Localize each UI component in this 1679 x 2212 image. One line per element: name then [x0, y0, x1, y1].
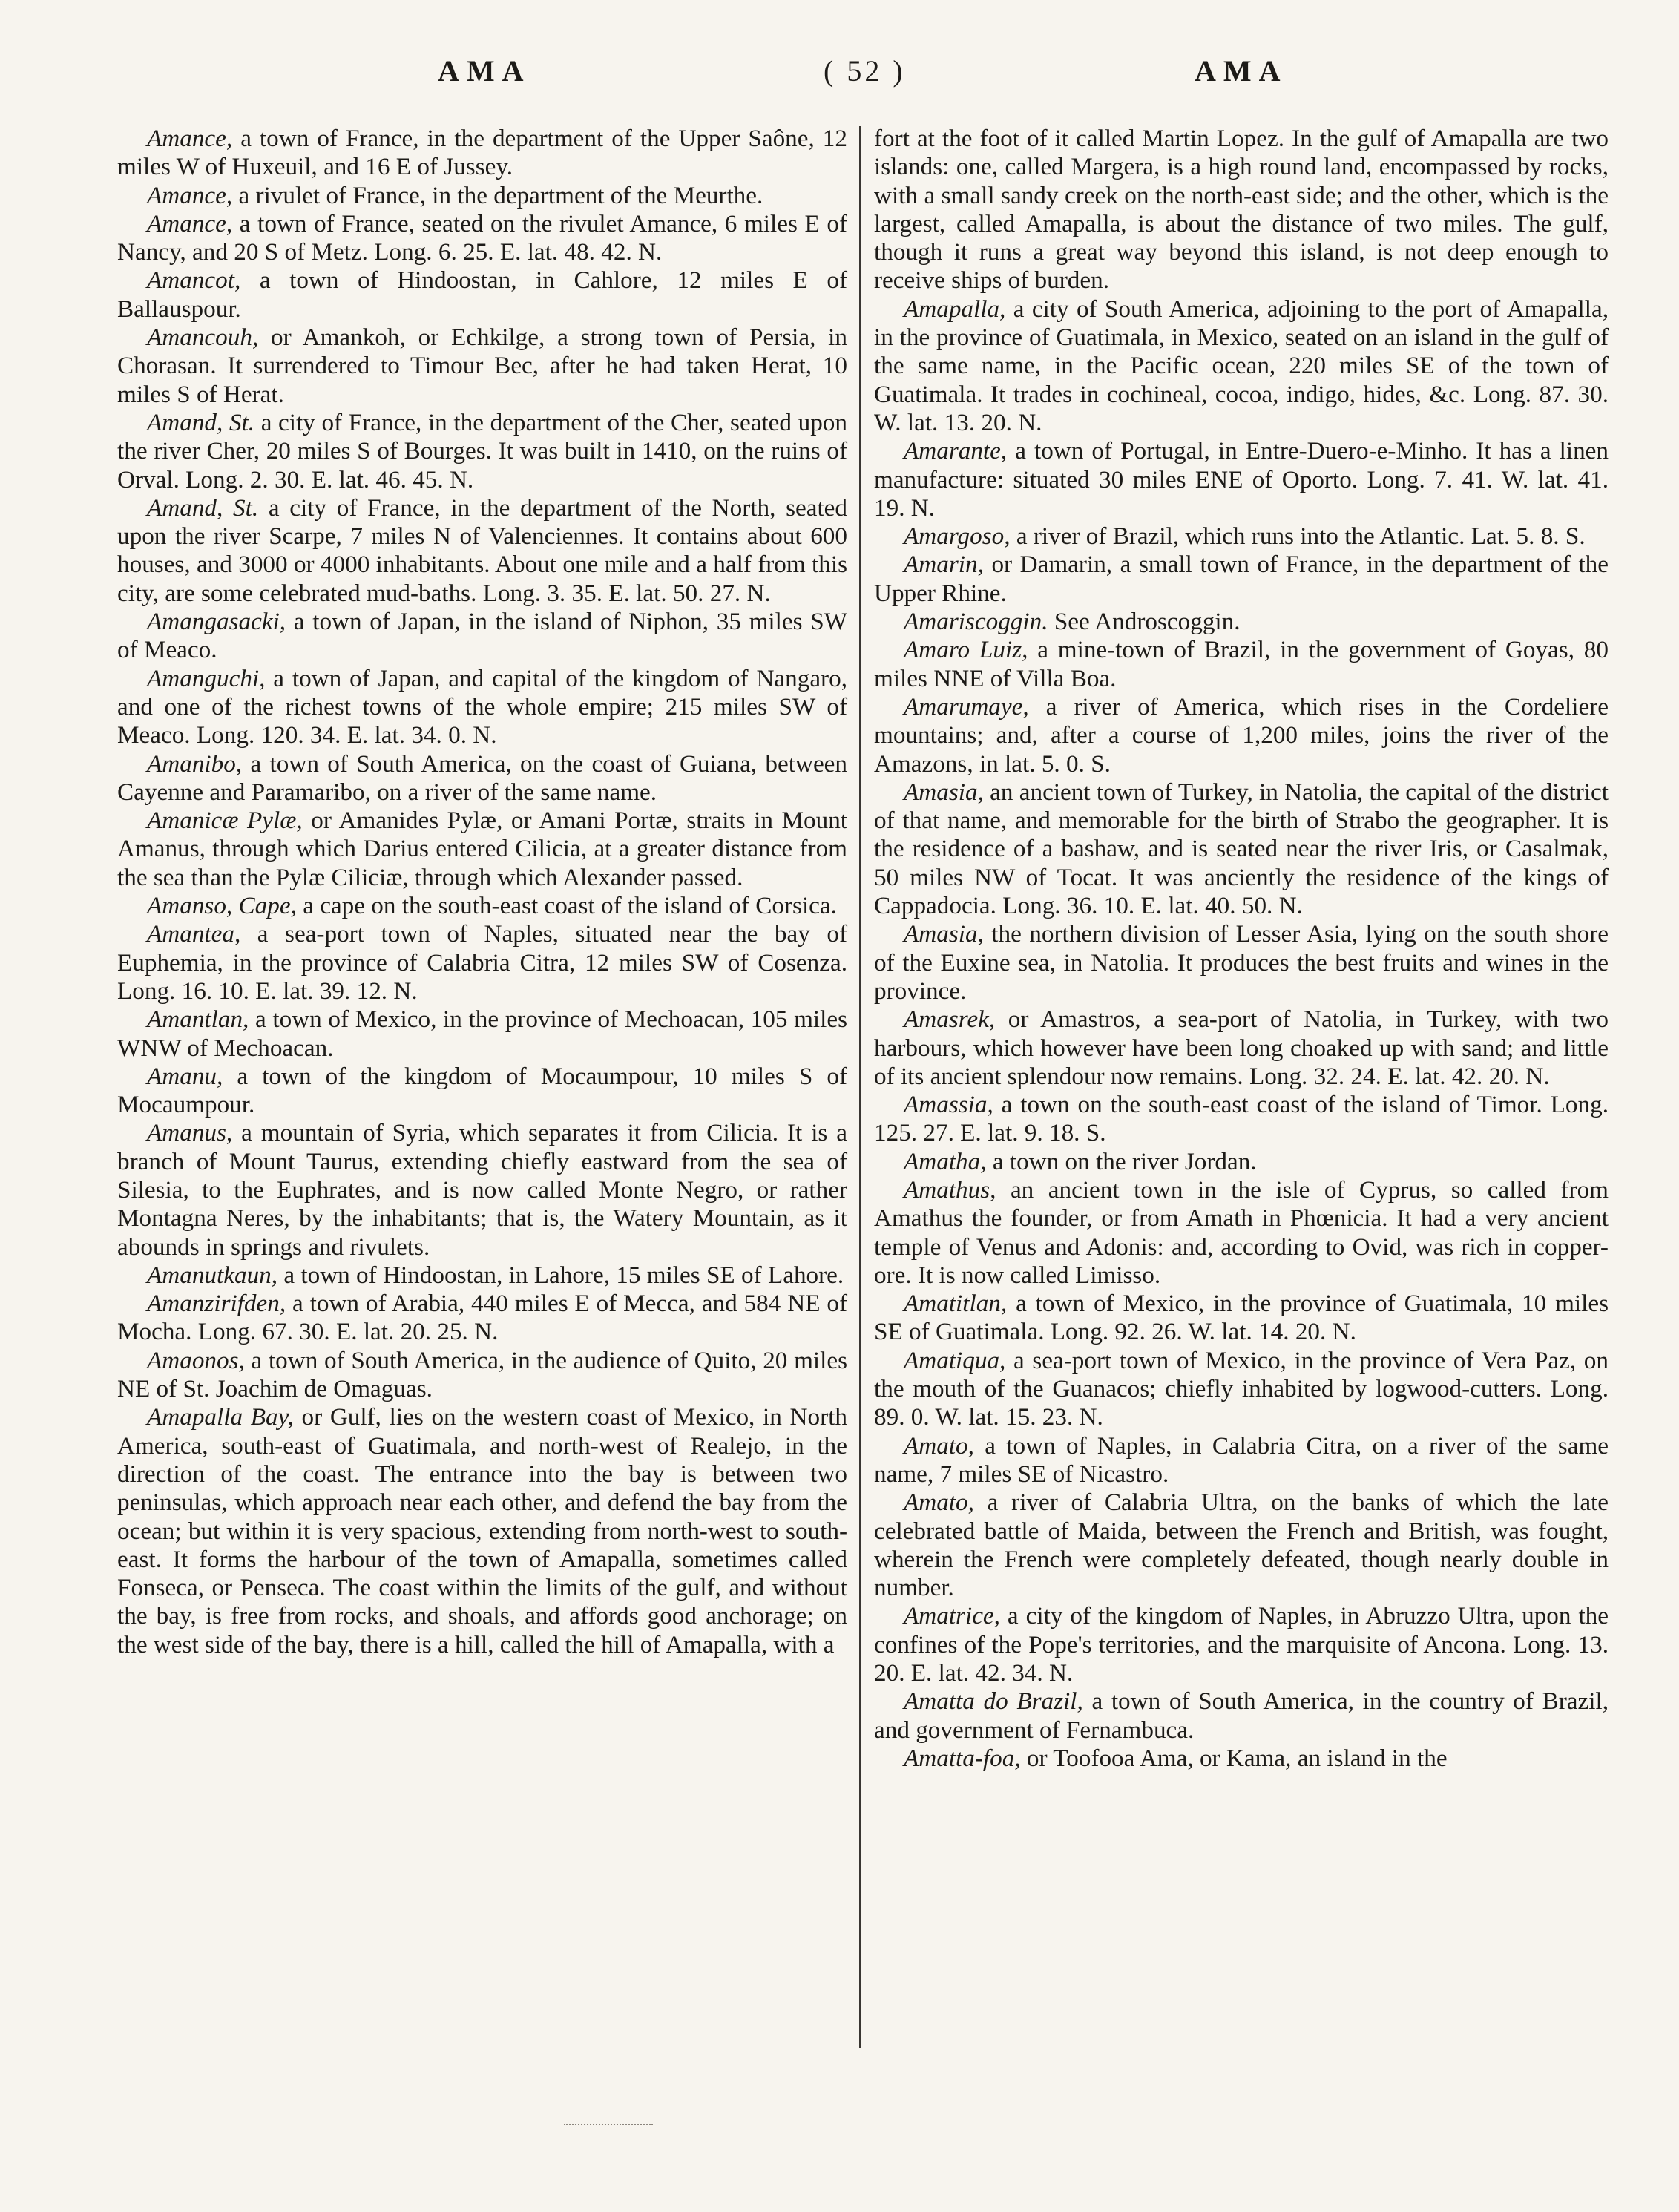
definition: a city of the kingdom of Naples, in Abruzzo Ultra, upon the confines of the Pope's territories, and the marquisite of Ancona. Long. 13. 20. E. lat. 42. 34. N.: [874, 1602, 1609, 1687]
definition: a river of Calabria Ultra, on the banks of which the late celebrated battle of Maida, between the French and British, was fought, wherein the French were completely defeated, though nearly double in number.: [874, 1489, 1609, 1602]
headword: Amanus,: [147, 1119, 233, 1147]
entry: [874, 522, 1609, 551]
definition: a town of Hindoostan, in Lahore, 15 miles SE of Lahore.: [277, 1261, 844, 1289]
entry: [117, 892, 847, 920]
definition: a town of Hindoostan, in Cahlore, 12 miles E of Ballauspour.: [117, 266, 847, 323]
entry: [874, 920, 1609, 1005]
entry: [117, 750, 847, 807]
headword: Amasia,: [904, 920, 984, 948]
entry: [117, 1063, 847, 1120]
definition: or Gulf, lies on the western coast of Mexico, in North America, south-east of Guatimala, and north-west of Realejo, in the direction of the coast. The entrance into the bay is between two peninsulas, which approach near each other, and defend the bay from the ocean; but within it is very spacious, extending from north-west to south-east. It forms the harbour of the town of Amapalla, sometimes called Fonseca, or Penseca. The coast within the limits of the gulf, and without the bay, is free from rocks, and shoals, and affords good anchorage; on the west side of the bay, there is a hill, called the hill of Amapalla, with a: [117, 1403, 847, 1658]
footer-mark: [564, 2124, 653, 2127]
definition: a city of South America, adjoining to the port of Amapalla, in the province of Guatimala, in Mexico, seated on an island in the gulf of the same name, in the Pacific ocean, 220 miles SE of the town of Guatimala. It trades in cochineal, cocoa, indigo, hides, &c. Long. 87. 30. W. lat. 13. 20. N.: [874, 295, 1609, 436]
entry: [874, 693, 1609, 778]
headword: Amarumaye,: [904, 692, 1029, 721]
entry: [874, 1290, 1609, 1347]
entry: [874, 778, 1609, 920]
headword: Amassia,: [904, 1091, 993, 1119]
entry: [117, 409, 847, 494]
entry: [117, 266, 847, 324]
headword: Amasrek,: [904, 1005, 996, 1034]
headword: Amariscoggin.: [904, 608, 1048, 636]
headword: Amance,: [147, 209, 233, 237]
entry: [117, 1403, 847, 1659]
headword: Amanzirifden,: [147, 1290, 286, 1318]
definition: a river of Brazil, which runs into the Atlantic. Lat. 5. 8. S.: [1010, 522, 1586, 551]
entry: [874, 1005, 1609, 1091]
entry: [117, 210, 847, 267]
definition: a sea-port town of Mexico, in the province of Vera Paz, on the mouth of the Guanacos; chiefly inhabited by logwood-cutters. Long. 89. 0. W. lat. 15. 23. N.: [874, 1346, 1609, 1431]
headword: Amatta-foa,: [904, 1744, 1021, 1772]
definition: a cape on the south-east coast of the island of Corsica.: [296, 892, 837, 920]
headword: Amarin,: [904, 551, 984, 579]
entry: [874, 1432, 1609, 1489]
definition: a river of America, which rises in the Cordeliere mountains; and, after a course of 1,200 miles, joins the river of the Amazons, in lat. 5. 0. S.: [874, 692, 1609, 778]
headword: Amatitlan,: [904, 1290, 1008, 1318]
page-number: ( 52 ): [824, 54, 906, 88]
headword: Amantlan,: [147, 1005, 249, 1034]
definition: a rivulet of France, in the department of the Meurthe.: [232, 181, 763, 209]
entry: [874, 1148, 1609, 1176]
headword: Amaonos,: [147, 1346, 245, 1374]
headword: Amantea,: [147, 920, 241, 948]
entry: [874, 636, 1609, 693]
definition: a town of Mexico, in the province of Mechoacan, 105 miles WNW of Mechoacan.: [117, 1005, 847, 1062]
definition: a city of France, in the department of the North, seated upon the river Scarpe, 7 miles N of Valenciennes. It contains about 600 houses, and 3000 or 4000 inhabitants. About one mile and a half from this city, are some celebrated mud-baths. Long. 3. 35. E. lat. 50. 27. N.: [117, 493, 848, 607]
definition: a city of France, in the department of the Cher, seated upon the river Cher, 20 miles S of Bourges. It was built in 1410, on the ruins of Orval. Long. 2. 30. E. lat. 46. 45. N.: [117, 408, 847, 493]
entry: [874, 1745, 1609, 1773]
headword: Amanibo,: [147, 749, 243, 778]
definition: a town on the south-east coast of the island of Timor. Long. 125. 27. E. lat. 9. 18. S.: [874, 1091, 1609, 1147]
right-column: [874, 125, 1609, 1773]
header-left-guideword: AMA: [438, 54, 531, 88]
entry: [874, 1347, 1609, 1432]
entry: [874, 1687, 1609, 1745]
headword: Amancouh,: [147, 324, 259, 352]
headword: Amato,: [904, 1431, 974, 1460]
headword: Amanutkaun,: [147, 1261, 278, 1289]
definition: a town of France, seated on the rivulet Amance, 6 miles E of Nancy, and 20 S of Metz. Long. 6. 25. E. lat. 48. 42. N.: [117, 209, 847, 266]
definition: a town of France, in the department of the Upper Saône, 12 miles W of Huxeuil, and 16 E of Jussey.: [117, 125, 847, 181]
definition: See Androscoggin.: [1048, 608, 1241, 636]
headword: Amathus,: [904, 1175, 996, 1204]
entry: [117, 665, 847, 750]
headword: Amapalla Bay,: [147, 1403, 294, 1431]
definition: a town of South America, in the audience of Quito, 20 miles NE of St. Joachim de Omaguas.: [117, 1346, 847, 1403]
headword: Amargoso,: [904, 522, 1011, 551]
running-head: [0, 53, 1679, 98]
headword: Amapalla,: [904, 295, 1006, 323]
headword: Amand, St.: [147, 493, 259, 522]
definition: a town of Naples, in Calabria Citra, on a river of the same name, 7 miles SE of Nicastro.: [874, 1431, 1609, 1488]
entry: [117, 324, 847, 409]
headword: Amanicæ Pylæ,: [147, 807, 303, 835]
headword: Amatiqua,: [904, 1346, 1006, 1374]
definition: a mine-town of Brazil, in the government of Goyas, 80 miles NNE of Villa Boa.: [874, 636, 1609, 692]
definition: or Amanides Pylæ, or Amani Portæ, straits in Mount Amanus, through which Darius entered Cilicia, at a greater distance from the sea than the Pylæ Ciliciæ, through which Alexander passed.: [117, 807, 848, 891]
entry: [874, 1176, 1609, 1290]
left-column: [117, 125, 847, 1659]
entry: [117, 1005, 847, 1063]
entry: [117, 807, 847, 892]
definition: a sea-port town of Naples, situated near the bay of Euphemia, in the province of Calabria Citra, 12 miles SW of Cosenza. Long. 16. 10. E. lat. 39. 12. N.: [117, 920, 847, 1005]
definition: a town of South America, in the country of Brazil, and government of Fernambuca.: [874, 1687, 1609, 1744]
headword: Amanu,: [147, 1062, 223, 1090]
definition: a town of the kingdom of Mocaumpour, 10 miles S of Mocaumpour.: [117, 1062, 847, 1119]
headword: Amarante,: [904, 437, 1008, 465]
entry-continuation: fort at the foot of it called Martin Lopez. In the gulf of Amapalla are two islands: one, called Margera, is a high round land, encompassed by rocks, with a small sandy creek on the north-east side; and the other, which is the largest, called Amapalla, is about the distance of two miles. The gulf, though it runs a great way beyond this island, is not deep enough to receive ships of burden.: [874, 125, 1609, 295]
definition: or Amastros, a sea-port of Natolia, in Turkey, with two harbours, which however have been long choaked up with sand; and little of its ancient splendour now remains. Long. 32. 24. E. lat. 42. 20. N.: [874, 1005, 1609, 1090]
headword: Amanso, Cape,: [147, 892, 297, 920]
entry: [117, 125, 847, 182]
definition: the northern division of Lesser Asia, lying on the south shore of the Euxine sea, in Natolia. It produces the best fruits and wines in the province.: [874, 920, 1609, 1005]
entry: [117, 1290, 847, 1347]
definition: or Amankoh, or Echkilge, a strong town of Persia, in Chorasan. It surrendered to Timour Bec, after he had taken Herat, 10 miles S of Herat.: [117, 324, 847, 408]
headword: Amance,: [147, 125, 233, 152]
header-right-guideword: AMA: [1195, 54, 1288, 88]
column-divider: [859, 126, 861, 2048]
headword: Amatha,: [904, 1147, 987, 1175]
headword: Amasia,: [904, 778, 984, 806]
definition: a town of Japan, in the island of Niphon, 35 miles SW of Meaco.: [117, 608, 847, 664]
definition: or Damarin, a small town of France, in the department of the Upper Rhine.: [874, 551, 1609, 607]
entry: [874, 608, 1609, 636]
entry: [874, 551, 1609, 608]
headword: Amaro Luiz,: [904, 636, 1028, 664]
definition: an ancient town of Turkey, in Natolia, the capital of the district of that name, and memorable for the birth of Strabo the geographer. It is the residence of a bashaw, and is seated near the river Iris, or Casalmak, 50 miles NW of Tocat. It was anciently the residence of the kings of Cappadocia. Long. 36. 10. E. lat. 40. 50. N.: [874, 778, 1609, 920]
definition: a mountain of Syria, which separates it from Cilicia. It is a branch of Mount Taurus, extending chiefly eastward from the sea of Silesia, to the Euphrates, and is now called Monte Negro, or rather Montagna Neres, by the inhabitants; that is, the Watery Mountain, as it abounds in springs and rivulets.: [117, 1119, 847, 1261]
entry: [874, 1602, 1609, 1687]
entry: [117, 182, 847, 210]
definition: a town of Japan, and capital of the kingdom of Nangaro, and one of the richest towns of the whole empire; 215 miles SW of Meaco. Long. 120. 34. E. lat. 34. 0. N.: [117, 664, 847, 749]
headword: Amatta do Brazil,: [904, 1687, 1083, 1716]
definition: a town on the river Jordan.: [986, 1147, 1257, 1175]
definition: a town of Arabia, 440 miles E of Mecca, and 584 NE of Mocha. Long. 67. 30. E. lat. 20. 25. N.: [117, 1290, 847, 1346]
entry: [874, 1489, 1609, 1602]
entry: [117, 608, 847, 665]
entry: [874, 295, 1609, 437]
headword: Amato,: [904, 1489, 974, 1517]
definition: a town of South America, on the coast of Guiana, between Cayenne and Paramaribo, on a river of the same name.: [117, 749, 847, 806]
headword: Amangasacki,: [147, 608, 286, 636]
entry: [117, 920, 847, 1005]
entry: [117, 1261, 847, 1290]
entry: [874, 1091, 1609, 1148]
headword: Amatrice,: [904, 1602, 1000, 1630]
definition: a town of Mexico, in the province of Guatimala, 10 miles SE of Guatimala. Long. 92. 26. W. lat. 14. 20. N.: [874, 1290, 1609, 1346]
entry: [874, 437, 1609, 522]
entry: [117, 1119, 847, 1261]
definition: an ancient town in the isle of Cyprus, so called from Amathus the founder, or from Amath in Phœnicia. It had a very ancient temple of Venus and Adonis: and, according to Ovid, was rich in copper-ore. It is now called Limisso.: [874, 1175, 1609, 1289]
headword: Amand, St.: [147, 408, 255, 436]
definition: a town of Portugal, in Entre-Duero-e-Minho. It has a linen manufacture: situated 30 miles ENE of Oporto. Long. 7. 41. W. lat. 41. 19. N.: [874, 437, 1609, 522]
headword: Amancot,: [147, 266, 241, 295]
entry: [117, 1347, 847, 1404]
headword: Amance,: [147, 181, 233, 209]
entry: [117, 494, 847, 608]
headword: Amanguchi,: [147, 664, 266, 692]
definition: or Toofooa Ama, or Kama, an island in the: [1020, 1744, 1448, 1772]
